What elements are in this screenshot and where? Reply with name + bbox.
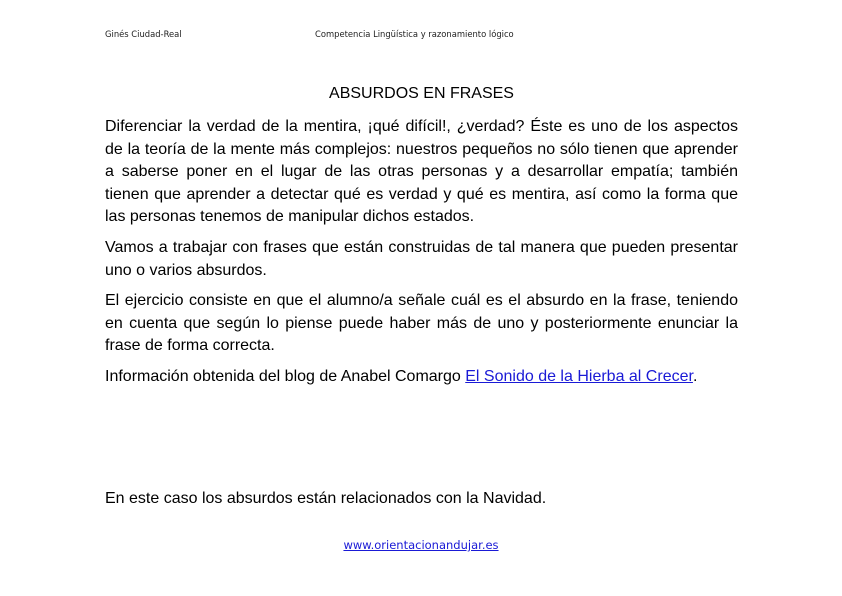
paragraph-purpose: Vamos a trabajar con frases que están construidas de tal manera que pueden presentar uno o varios absurdos. xyxy=(105,238,738,279)
paragraph-context: En este caso los absurdos están relacionados con la Navidad. xyxy=(105,490,547,507)
footer xyxy=(0,538,842,552)
source-prefix: Información obtenida del blog de Anabel Comargo xyxy=(105,367,466,385)
paragraph-intro: Diferenciar la verdad de la mentira, ¡qué difícil!, ¿verdad? Éste es uno de los aspectos de la teoría de la mente más complejos: nuestros pequeños no sólo tienen que aprender a saberse poner en el lugar de las otras personas y a desarrollar empatía; también tienen que aprender a detectar qué es verdad y qué es mentira, así como la forma que las personas tenemos de manipular dichos estados. xyxy=(105,118,738,226)
paragraph-exercise: El ejercicio consiste en que el alumno/a señale cuál es el absurdo en la frase, teniendo en cuenta que según lo piense puede haber más de uno y posteriormente enunciar la frase de forma correcta. xyxy=(105,292,738,355)
footer-website-link[interactable]: www.orientacionandujar.es xyxy=(343,538,499,552)
header-author: Ginés Ciudad-Real xyxy=(105,29,182,39)
header-subject: Competencia Lingüística y razonamiento lógico xyxy=(315,29,514,39)
blog-link[interactable]: El Sonido de la Hierba al Crecer xyxy=(465,367,693,385)
source-suffix: . xyxy=(692,367,698,385)
page-title: ABSURDOS EN FRASES xyxy=(329,85,514,102)
paragraph-source xyxy=(105,366,738,389)
body-text xyxy=(105,116,738,397)
